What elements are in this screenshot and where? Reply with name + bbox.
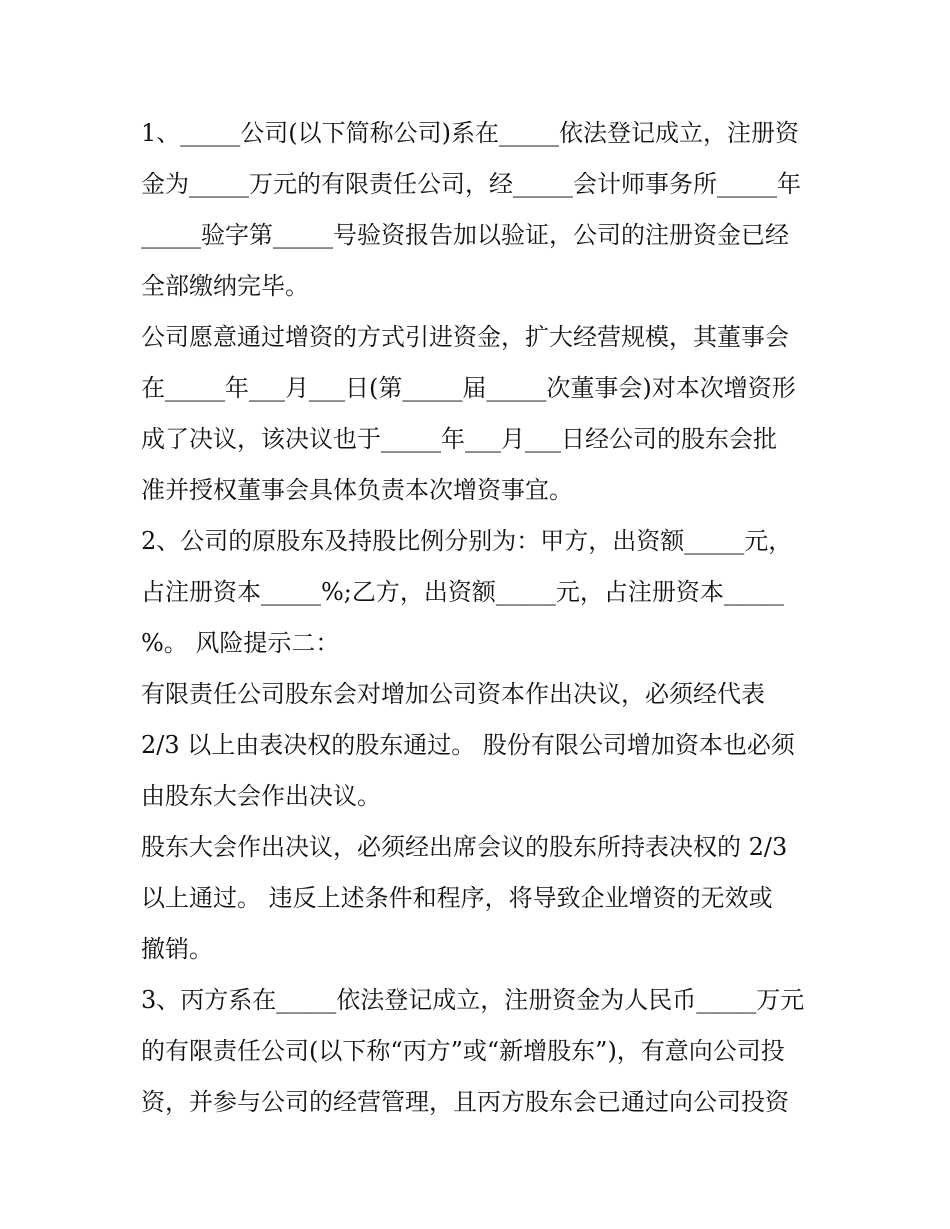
text-line: 有限责任公司股东会对增加公司资本作出决议，必须经代表: [141, 680, 765, 708]
text-line: 2、公司的原股东及持股比例分别为：甲方，出资额_____元，: [141, 527, 793, 555]
text-line: 资，并参与公司的经营管理，且丙方股东会已通过向公司投资: [141, 1088, 789, 1116]
text-line: 全部缴纳完毕。: [141, 272, 309, 300]
text-line: 成了决议，该决议也于_____年___月___日经公司的股东会批: [141, 425, 777, 453]
text-line: 在_____年___月___日(第_____届_____次董事会)对本次增资形: [141, 374, 796, 402]
text-line: 金为_____万元的有限责任公司，经_____会计师事务所_____年: [141, 170, 801, 198]
document-body: [141, 108, 821, 1128]
text-line: 2/3 以上由表决权的股东通过。 股份有限公司增加资本也必须: [141, 731, 795, 759]
text-line: 1、_____公司(以下简称公司)系在_____依法登记成立，注册资: [141, 119, 799, 147]
text-line: 由股东大会作出决议。: [141, 782, 381, 810]
text-line: 股东大会作出决议，必须经出席会议的股东所持表决权的 2/3: [141, 833, 788, 861]
text-line: 的有限责任公司(以下称“丙方”或“新增股东”)，有意向公司投: [141, 1037, 785, 1065]
text-line: 撤销。: [141, 935, 213, 963]
text-line: %。 风险提示二：: [141, 629, 340, 657]
text-line: 公司愿意通过增资的方式引进资金，扩大经营规模，其董事会: [141, 323, 789, 351]
text-line: 占注册资本_____%;乙方，出资额_____元，占注册资本_____: [141, 578, 784, 606]
text-line: _____验字第_____号验资报告加以验证，公司的注册资金已经: [141, 221, 789, 249]
text-line: 准并授权董事会具体负责本次增资事宜。: [141, 476, 573, 504]
text-line: 3、丙方系在_____依法登记成立，注册资金为人民币_____万元: [141, 986, 805, 1014]
text-line: 以上通过。 违反上述条件和程序，将导致企业增资的无效或: [141, 884, 773, 912]
